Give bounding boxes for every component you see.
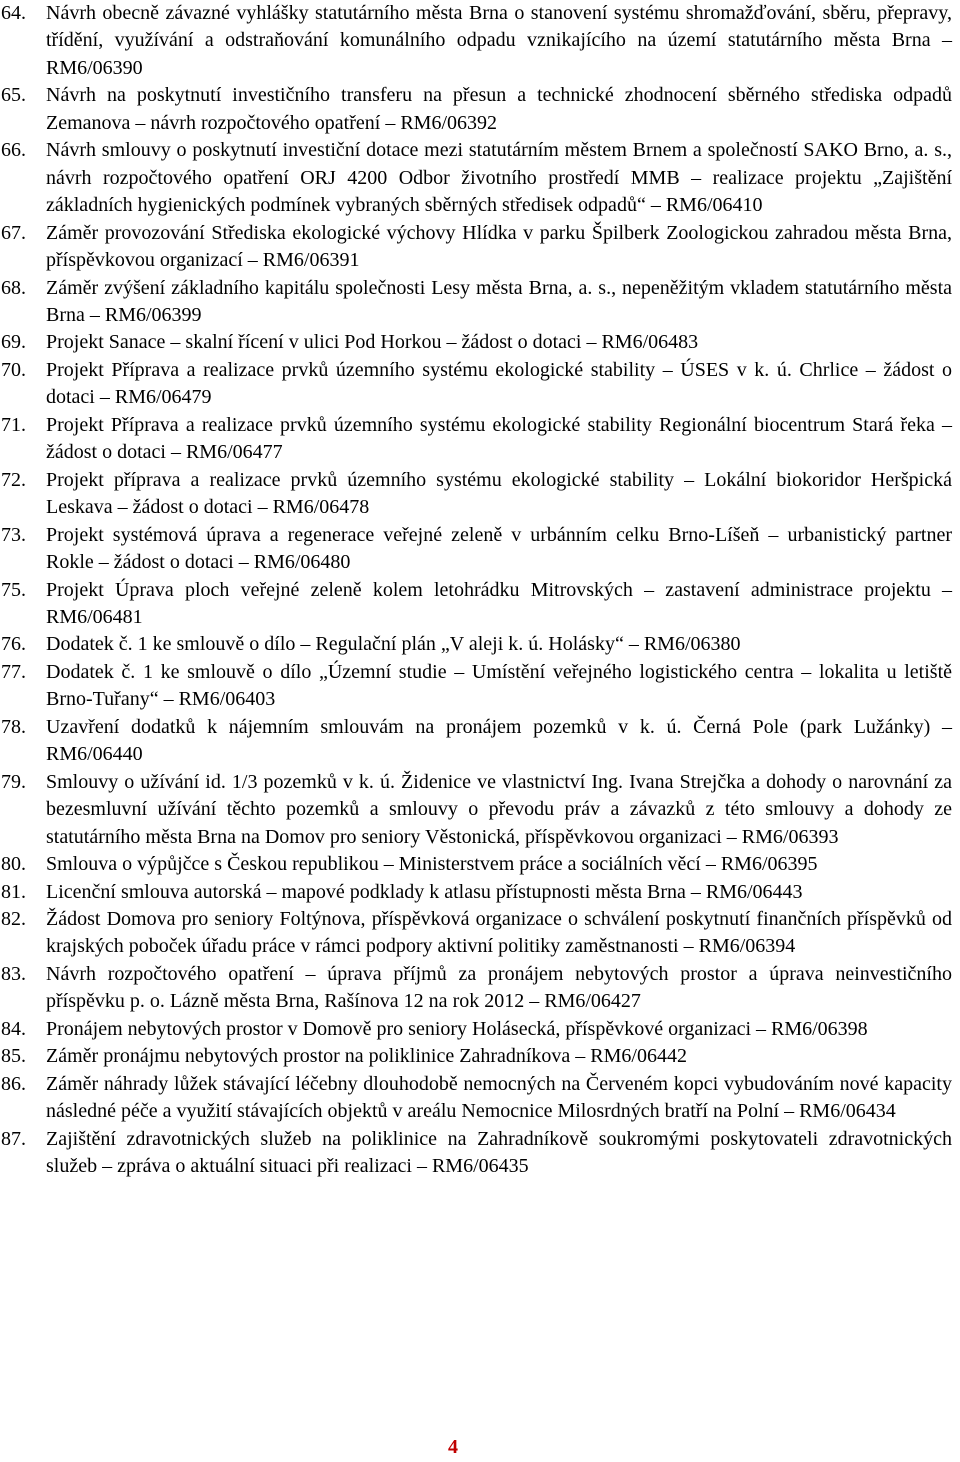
agenda-item-text: Žádost Domova pro seniory Foltýnova, příspěvková organizace o schválení poskytnutí finančních příspěvků od krajských poboček úřadu práce v rámci podpory aktivní politiky zaměstnanosti – RM6/06394 bbox=[46, 907, 952, 958]
agenda-item bbox=[0, 522, 960, 577]
agenda-item-text: Záměr pronájmu nebytových prostor na poliklinice Zahradníkova – RM6/06442 bbox=[46, 1045, 687, 1068]
agenda-item-text: Zajištění zdravotnických služeb na poliklinice na Zahradníkově soukromými poskytovateli zdravotnických služeb – zpráva o aktuální situaci při realizaci – RM6/06435 bbox=[46, 1127, 952, 1178]
agenda-item bbox=[0, 1016, 960, 1043]
agenda-item-number: 79. bbox=[1, 770, 26, 793]
agenda-item-text: Uzavření dodatků k nájemním smlouvám na pronájem pozemků v k. ú. Černá Pole (park Lužánky) – RM6/06440 bbox=[46, 715, 952, 766]
agenda-item-text: Pronájem nebytových prostor v Domově pro seniory Holásecká, příspěvkové organizaci – RM6/06398 bbox=[46, 1017, 868, 1040]
agenda-item-number: 80. bbox=[1, 853, 26, 876]
agenda-item bbox=[0, 357, 960, 412]
agenda-item-number: 65. bbox=[1, 84, 26, 107]
agenda-item bbox=[0, 851, 960, 878]
agenda-item-number: 67. bbox=[1, 221, 26, 244]
agenda-item-number: 72. bbox=[1, 468, 26, 491]
agenda-item bbox=[0, 1071, 960, 1126]
agenda-item bbox=[0, 769, 960, 851]
agenda-item-text: Projekt Sanace – skalní řícení v ulici Pod Horkou – žádost o dotaci – RM6/06483 bbox=[46, 331, 699, 354]
agenda-item bbox=[0, 82, 960, 137]
agenda-item bbox=[0, 961, 960, 1016]
agenda-item-number: 81. bbox=[1, 880, 26, 903]
agenda-item-text: Návrh obecně závazné vyhlášky statutárního města Brna o stanovení systému shromažďování, sběru, přepravy, třídění, využívání a odstraňování komunálního odpadu vznikajícího na území statutárního města Brna – RM6/06390 bbox=[46, 2, 952, 79]
agenda-item-number: 83. bbox=[1, 962, 26, 985]
agenda-item bbox=[0, 137, 960, 219]
agenda-item bbox=[0, 659, 960, 714]
agenda-item-text: Záměr náhrady lůžek stávající léčebny dlouhodobě nemocných na Červeném kopci vybudováním nové kapacity následné péče a využití stávajících objektů v areálu Nemocnice Milosrdných bratří na Polní – RM6/06434 bbox=[46, 1072, 952, 1123]
agenda-item bbox=[0, 467, 960, 522]
agenda-item-number: 87. bbox=[1, 1127, 26, 1150]
agenda-item-number: 68. bbox=[1, 276, 26, 299]
agenda-item-text: Licenční smlouva autorská – mapové podklady k atlasu přístupnosti města Brna – RM6/06443 bbox=[46, 880, 803, 903]
agenda-item-number: 85. bbox=[1, 1045, 26, 1068]
agenda-item bbox=[0, 220, 960, 275]
agenda-item-text: Smlouvy o užívání id. 1/3 pozemků v k. ú. Židenice ve vlastnictví Ing. Ivana Strejčka a dohody o narovnání za bezesmluvní užívání těchto pozemků a smlouvy o převodu práv a závazků z této smlouvy a dohody ze statutárního města Brna na Domov pro seniory Věstonická, příspěvkovou organizaci – RM6/06393 bbox=[46, 770, 952, 848]
agenda-item bbox=[0, 1043, 960, 1070]
agenda-item-text: Dodatek č. 1 ke smlouvě o dílo „Územní studie – Umístění veřejného logistického centra – lokalita u letiště Brno-Tuřany“ – RM6/06403 bbox=[46, 660, 952, 711]
agenda-item-text: Návrh rozpočtového opatření – úprava příjmů za pronájem nebytových prostor a úprava neinvestičního příspěvku p. o. Lázně města Brna, Rašínova 12 na rok 2012 – RM6/06427 bbox=[46, 962, 952, 1013]
agenda-item bbox=[0, 714, 960, 769]
page-number: 4 bbox=[448, 1436, 458, 1458]
agenda-item-number: 73. bbox=[1, 523, 26, 546]
agenda-item-text: Projekt příprava a realizace prvků územního systému ekologické stability – Lokální biokoridor Heršpická Leskava – žádost o dotaci – RM6/06478 bbox=[46, 468, 952, 519]
agenda-item-number: 64. bbox=[1, 2, 26, 24]
agenda-item-number: 69. bbox=[1, 331, 26, 354]
agenda-item bbox=[0, 412, 960, 467]
agenda-item-number: 82. bbox=[1, 907, 26, 930]
agenda-item-number: 76. bbox=[1, 633, 26, 656]
agenda-item-text: Projekt Úprava ploch veřejné zeleně kolem letohrádku Mitrovských – zastavení administrace projektu – RM6/06481 bbox=[46, 578, 952, 628]
agenda-item-number: 78. bbox=[1, 715, 26, 738]
agenda-item-text: Projekt systémová úprava a regenerace veřejné zeleně v urbánním celku Brno-Líšeň – urbanistický partner Rokle – žádost o dotaci – RM6/06480 bbox=[46, 523, 952, 574]
agenda-item bbox=[0, 329, 960, 356]
agenda-item-number: 71. bbox=[1, 413, 26, 436]
agenda-item bbox=[0, 1126, 960, 1181]
agenda-item bbox=[0, 275, 960, 330]
agenda-item-number: 75. bbox=[1, 578, 26, 601]
agenda-item bbox=[0, 577, 960, 632]
agenda-item-text: Záměr zvýšení základního kapitálu společnosti Lesy města Brna, a. s., nepeněžitým vkladem statutárního města Brna – RM6/06399 bbox=[46, 276, 952, 326]
agenda-item-text: Návrh smlouvy o poskytnutí investiční dotace mezi statutárním městem Brnem a společností SAKO Brno, a. s., návrh rozpočtového opatření ORJ 4200 Odbor životního prostředí MMB – realizace projektu „Zajištění základních hygienických podmínek vybraných sběrných středisek odpadů“ – RM6/06410 bbox=[46, 139, 952, 217]
agenda-item-text: Smlouva o výpůjčce s Českou republikou – Ministerstvem práce a sociálních věcí – RM6/06395 bbox=[46, 853, 818, 876]
agenda-item-text: Záměr provozování Střediska ekologické výchovy Hlídka v parku Špilberk Zoologickou zahradou města Brna, příspěvkovou organizací – RM6/06391 bbox=[46, 221, 952, 272]
agenda-item bbox=[0, 879, 960, 906]
agenda-item-number: 66. bbox=[1, 139, 26, 162]
agenda-item-number: 70. bbox=[1, 358, 26, 381]
agenda-item-text: Projekt Příprava a realizace prvků územního systému ekologické stability Regionální biocentrum Stará řeka – žádost o dotaci – RM6/06477 bbox=[46, 413, 952, 464]
agenda-item-text: Návrh na poskytnutí investičního transferu na přesun a technické zhodnocení sběrného střediska odpadů Zemanova – návrh rozpočtového opatření – RM6/06392 bbox=[46, 84, 952, 134]
agenda-item bbox=[0, 0, 960, 82]
agenda-item-number: 84. bbox=[1, 1017, 26, 1040]
agenda-item-text: Projekt Příprava a realizace prvků územního systému ekologické stability – ÚSES v k. ú. Chrlice – žádost o dotaci – RM6/06479 bbox=[46, 358, 952, 409]
agenda-item-text: Dodatek č. 1 ke smlouvě o dílo – Regulační plán „V aleji k. ú. Holásky“ – RM6/06380 bbox=[46, 633, 741, 656]
agenda-item bbox=[0, 906, 960, 961]
agenda-item-number: 77. bbox=[1, 660, 26, 683]
agenda-item bbox=[0, 631, 960, 658]
agenda-item-number: 86. bbox=[1, 1072, 26, 1095]
